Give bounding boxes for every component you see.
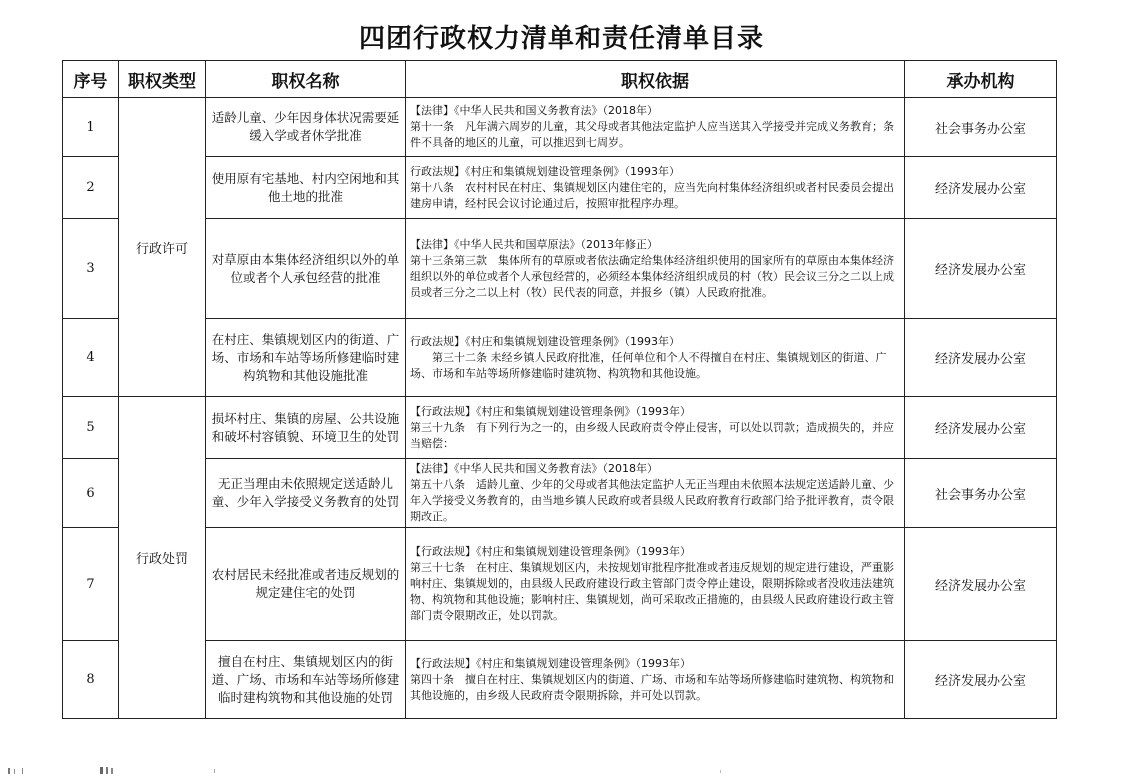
basis-clause: 第十八条 农村村民在村庄、集镇规划区内建住宅的，应当先向村集体经济组织或者村民委员会提出建房申请，经村民会议讨论通过后，按照审批程序办理。	[410, 180, 894, 210]
row-number: 4	[63, 319, 119, 397]
power-type-penalty: 行政处罚	[119, 397, 206, 719]
power-basis	[406, 528, 905, 641]
basis-source: 【行政法规】《村庄和集镇规划建设管理条例》（1993年）	[410, 404, 691, 418]
basis-clause: 第三十九条 有下列行为之一的，由乡级人民政府责令停止侵害，可以处以罚款；造成损失的，并应当赔偿：	[410, 420, 894, 450]
power-name: 擅自在村庄、集镇规划区内的街道、广场、市场和车站等场所修建临时建构筑物和其他设施的处罚	[206, 641, 406, 719]
row-number: 3	[63, 219, 119, 319]
scan-artifact-marks	[0, 765, 1123, 775]
basis-source: 【法律】《中华人民共和国草原法》（2013年修正）	[410, 237, 658, 251]
power-basis	[406, 98, 905, 157]
row-number: 7	[63, 528, 119, 641]
table-row	[63, 528, 1057, 641]
table-row	[63, 397, 1057, 459]
agency: 经济发展办公室	[905, 219, 1057, 319]
power-basis	[406, 219, 905, 319]
agency: 社会事务办公室	[905, 459, 1057, 528]
power-name: 无正当理由未依照规定送适龄儿童、少年入学接受义务教育的处罚	[206, 459, 406, 528]
power-name: 农村居民未经批准或者违反规划的规定建住宅的处罚	[206, 528, 406, 641]
basis-source: 【法律】《中华人民共和国义务教育法》（2018年）	[410, 104, 658, 117]
header-serial-number: 序号	[63, 61, 119, 98]
table-header-row	[63, 61, 1057, 98]
header-power-name: 职权名称	[206, 61, 406, 98]
page-title: 四团行政权力清单和责任清单目录	[358, 24, 764, 54]
basis-clause: 第三十二条 未经乡镇人民政府批准，任何单位和个人不得擅自在村庄、集镇规划区的街道、广场、市场和车站等场所修建临时建筑物、构筑物和其他设施。	[410, 350, 887, 380]
table-row	[63, 98, 1057, 157]
power-type-license: 行政许可	[119, 98, 206, 397]
row-number: 5	[63, 397, 119, 459]
basis-clause: 第三十七条 在村庄、集镇规划区内，未按规划审批程序批准或者违反规划的规定进行建设，严重影响村庄、集镇规划的，由县级人民政府建设行政主管部门责令停止建设，限期拆除或者没收违法建筑物、构筑物和其他设施；影响村庄、集镇规划，尚可采取改正措施的，由县级人民政府建设行政主管部门责令限期改正，处以罚款。	[410, 561, 894, 622]
row-number: 2	[63, 157, 119, 219]
power-name: 适龄儿童、少年因身体状况需要延缓入学或者休学批准	[206, 98, 406, 157]
power-basis	[406, 319, 905, 397]
table-row	[63, 319, 1057, 397]
power-basis	[406, 157, 905, 219]
header-power-type: 职权类型	[119, 61, 206, 98]
power-list-table	[62, 60, 1057, 719]
basis-clause: 第五十八条 适龄儿童、少年的父母或者其他法定监护人无正当理由未依照本法规定送适龄儿童、少年入学接受义务教育的，由当地乡镇人民政府或者县级人民政府教育行政部门给予批评教育，责令限期改正。	[410, 478, 894, 523]
table-row	[63, 459, 1057, 528]
basis-source: 行政法规】《村庄和集镇规划建设管理条例》（1993年）	[410, 164, 680, 178]
agency: 经济发展办公室	[905, 528, 1057, 641]
basis-source: 【法律】《中华人民共和国义务教育法》（2018年）	[410, 462, 658, 475]
header-power-basis: 职权依据	[406, 61, 905, 98]
table-row	[63, 219, 1057, 319]
basis-clause: 第十一条 凡年满六周岁的儿童，其父母或者其他法定监护人应当送其入学接受并完成义务教育；条件不具备的地区的儿童，可以推迟到七周岁。	[410, 120, 894, 149]
row-number: 8	[63, 641, 119, 719]
power-name: 使用原有宅基地、村内空闲地和其他土地的批准	[206, 157, 406, 219]
power-name: 对草原由本集体经济组织以外的单位或者个人承包经营的批准	[206, 219, 406, 319]
agency: 经济发展办公室	[905, 397, 1057, 459]
basis-source: 【行政法规】《村庄和集镇规划建设管理条例》（1993年）	[410, 656, 691, 670]
power-basis	[406, 641, 905, 719]
power-basis	[406, 459, 905, 528]
agency: 经济发展办公室	[905, 157, 1057, 219]
basis-source: 【行政法规】《村庄和集镇规划建设管理条例》（1993年）	[410, 545, 691, 558]
row-number: 6	[63, 459, 119, 528]
power-name: 损坏村庄、集镇的房屋、公共设施和破坏村容镇貌、环境卫生的处罚	[206, 397, 406, 459]
header-agency: 承办机构	[905, 61, 1057, 98]
basis-clause: 第十三条第三款 集体所有的草原或者依法确定给集体经济组织使用的国家所有的草原由本集体经济组织以外的单位或者个人承包经营的，必须经本集体经济组织成员的村（牧）民会议三分之二以上成员或者三分之二以上村（牧）民代表的同意，并报乡（镇）人民政府批准。	[410, 253, 894, 299]
agency: 经济发展办公室	[905, 641, 1057, 719]
basis-source: 行政法规】《村庄和集镇规划建设管理条例》（1993年）	[410, 334, 680, 348]
agency: 经济发展办公室	[905, 319, 1057, 397]
row-number: 1	[63, 98, 119, 157]
agency: 社会事务办公室	[905, 98, 1057, 157]
basis-clause: 第四十条 擅自在村庄、集镇规划区内的街道、广场、市场和车站等场所修建临时建筑物、构筑物和其他设施的，由乡级人民政府责令限期拆除，并可处以罚款。	[410, 672, 894, 702]
power-name: 在村庄、集镇规划区内的街道、广场、市场和车站等场所修建临时建构筑物和其他设施批准	[206, 319, 406, 397]
table-row	[63, 641, 1057, 719]
power-basis	[406, 397, 905, 459]
table-row	[63, 157, 1057, 219]
